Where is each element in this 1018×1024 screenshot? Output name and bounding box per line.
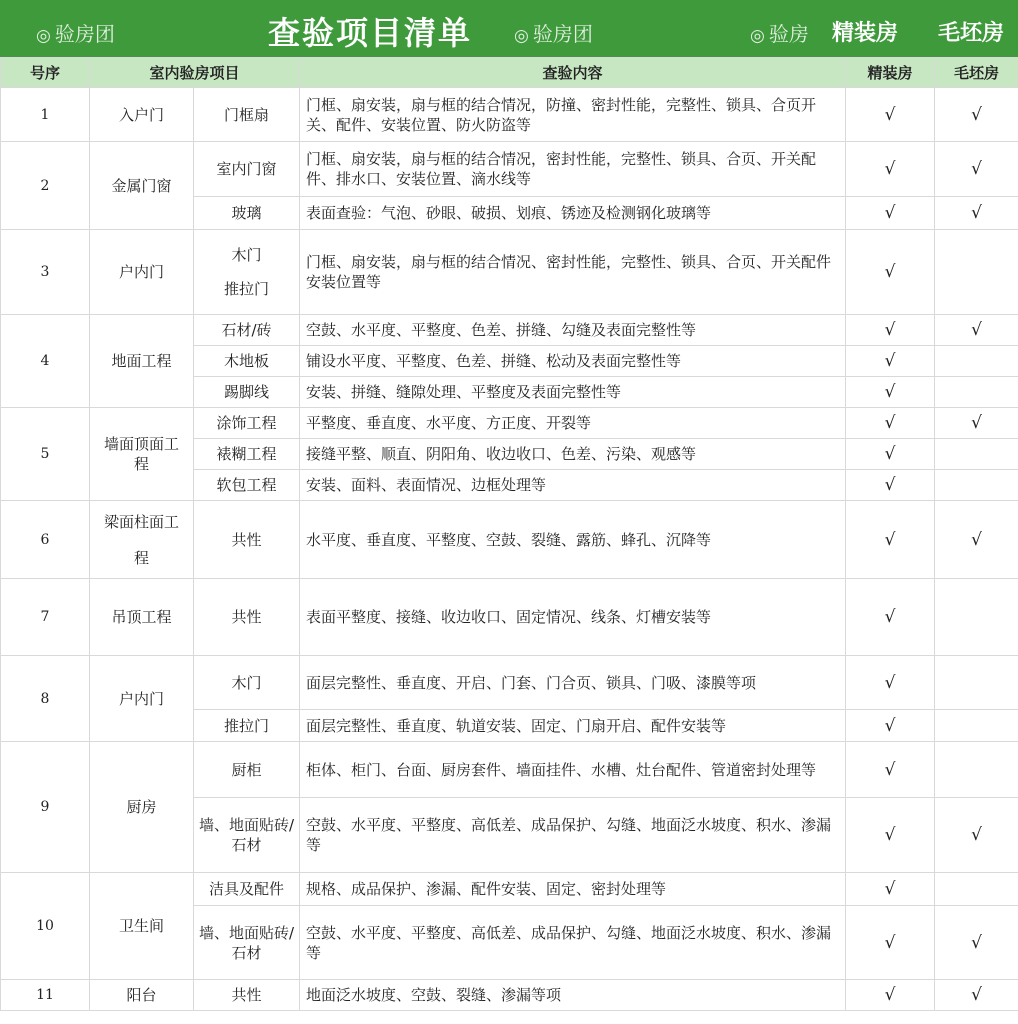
subitem-cell: 共性 [194,579,300,656]
row-number: 1 [1,88,90,142]
row-number: 9 [1,742,90,873]
category-cell: 墙面顶面工程 [90,408,194,501]
check-rough [935,873,1018,906]
check-fine: √ [846,88,935,142]
check-fine: √ [846,315,935,346]
row-number: 8 [1,656,90,742]
subitem-cell [194,230,300,315]
category-cell: 地面工程 [90,315,194,408]
table-row [1,873,1018,906]
row-number: 3 [1,230,90,315]
subitem-cell: 裱糊工程 [194,439,300,470]
page-title: 查验项目清单 [268,14,473,52]
check-rough [935,710,1018,742]
row-number: 10 [1,873,90,980]
category-cell: 阳台 [90,980,194,1011]
check-fine: √ [846,710,935,742]
check-rough [935,346,1018,377]
subitem-cell: 踢脚线 [194,377,300,408]
camera-icon: ◎ [750,26,765,46]
category-cell: 户内门 [90,230,194,315]
subitem-cell: 石材/砖 [194,315,300,346]
content-cell: 铺设水平度、平整度、色差、拼缝、松动及表面完整性等 [300,346,846,377]
content-cell: 门框、扇安装，扇与框的结合情况，密封性能，完整性、锁具、合页、开关配件、排水口、安装位置、滴水线等 [300,142,846,197]
subitem-cell: 厨柜 [194,742,300,798]
subitem-cell: 室内门窗 [194,142,300,197]
camera-icon: ◎ [36,26,51,46]
check-fine: √ [846,470,935,501]
subitem-cell: 木门 [194,656,300,710]
subitem-cell: 墙、地面贴砖/石材 [194,798,300,873]
category-cell: 户内门 [90,656,194,742]
content-cell: 规格、成品保护、渗漏、配件安装、固定、密封处理等 [300,873,846,906]
col-header-content: 查验内容 [300,58,846,88]
check-rough [935,439,1018,470]
table-row [1,142,1018,197]
check-fine: √ [846,142,935,197]
table-row [1,656,1018,710]
check-rough: √ [935,315,1018,346]
watermark-2: ◎ 验房团 [514,22,593,46]
category-cell: 入户门 [90,88,194,142]
check-rough [935,230,1018,315]
check-rough: √ [935,906,1018,980]
check-rough [935,470,1018,501]
subitem-cell: 洁具及配件 [194,873,300,906]
table-row [1,980,1018,1011]
watermark-1: ◎ 验房团 [36,22,115,46]
subitem-cell: 木地板 [194,346,300,377]
content-cell: 门框、扇安装，扇与框的结合情况，防撞、密封性能，完整性、锁具、合页开关、配件、安装位置、防火防盗等 [300,88,846,142]
check-rough: √ [935,501,1018,579]
row-number: 6 [1,501,90,579]
check-rough: √ [935,980,1018,1011]
camera-icon: ◎ [514,26,529,46]
content-cell: 空鼓、水平度、平整度、色差、拼缝、勾缝及表面完整性等 [300,315,846,346]
table-row [1,315,1018,346]
category-cell: 厨房 [90,742,194,873]
title-label-rough: 毛坯房 [938,21,1005,46]
check-fine: √ [846,873,935,906]
row-number: 11 [1,980,90,1011]
check-rough [935,579,1018,656]
category-cell: 卫生间 [90,873,194,980]
content-cell: 柜体、柜门、台面、厨房套件、墙面挂件、水槽、灶台配件、管道密封处理等 [300,742,846,798]
check-fine: √ [846,579,935,656]
inspection-table [0,57,1018,1011]
content-cell: 安装、面料、表面情况、边框处理等 [300,470,846,501]
check-rough: √ [935,88,1018,142]
table-row [1,408,1018,439]
col-header-num: 号序 [1,58,90,88]
check-rough [935,742,1018,798]
check-fine: √ [846,906,935,980]
row-number: 5 [1,408,90,501]
content-cell: 地面泛水坡度、空鼓、裂缝、渗漏等项 [300,980,846,1011]
content-cell: 接缝平整、顺直、阴阳角、收边收口、色差、污染、观感等 [300,439,846,470]
check-fine: √ [846,408,935,439]
table-row [1,579,1018,656]
col-header-rough: 毛坯房 [935,58,1018,88]
check-rough [935,377,1018,408]
table-row [1,88,1018,142]
check-rough: √ [935,798,1018,873]
check-fine: √ [846,439,935,470]
check-rough: √ [935,197,1018,230]
check-fine: √ [846,501,935,579]
watermark-3: ◎ 验房 [750,22,809,46]
col-header-fine: 精装房 [846,58,935,88]
table-row [1,742,1018,798]
subitem-cell: 共性 [194,501,300,579]
category-cell: 吊顶工程 [90,579,194,656]
subitem-cell: 玻璃 [194,197,300,230]
category-cell: 金属门窗 [90,142,194,230]
row-number: 2 [1,142,90,230]
check-fine: √ [846,377,935,408]
title-label-fine: 精装房 [832,21,899,46]
subitem-cell: 软包工程 [194,470,300,501]
check-fine: √ [846,197,935,230]
table-header-row [1,58,1018,88]
content-cell: 平整度、垂直度、水平度、方正度、开裂等 [300,408,846,439]
content-cell: 表面平整度、接缝、收边收口、固定情况、线条、灯槽安装等 [300,579,846,656]
check-fine: √ [846,980,935,1011]
content-cell: 水平度、垂直度、平整度、空鼓、裂缝、露筋、蜂孔、沉降等 [300,501,846,579]
table-row [1,230,1018,315]
category-cell: 梁面柱面工程 [90,501,194,579]
check-rough: √ [935,142,1018,197]
row-number: 4 [1,315,90,408]
check-fine: √ [846,742,935,798]
title-bar [0,0,1018,57]
content-cell: 空鼓、水平度、平整度、高低差、成品保护、勾缝、地面泛水坡度、积水、渗漏等 [300,798,846,873]
check-rough: √ [935,408,1018,439]
row-number: 7 [1,579,90,656]
subitem-cell: 推拉门 [194,710,300,742]
subitem-cell: 涂饰工程 [194,408,300,439]
check-rough [935,656,1018,710]
subitem-sliding-door: 推拉门 [224,280,270,298]
table-row [1,501,1018,579]
content-cell: 面层完整性、垂直度、轨道安装、固定、门扇开启、配件安装等 [300,710,846,742]
col-header-item: 室内验房项目 [90,58,300,88]
subitem-cell: 墙、地面贴砖/石材 [194,906,300,980]
subitem-cell: 门框扇 [194,88,300,142]
content-cell: 面层完整性、垂直度、开启、门套、门合页、锁具、门吸、漆膜等项 [300,656,846,710]
content-cell: 表面查验：气泡、砂眼、破损、划痕、锈迹及检测钢化玻璃等 [300,197,846,230]
check-fine: √ [846,230,935,315]
content-cell: 安装、拼缝、缝隙处理、平整度及表面完整性等 [300,377,846,408]
subitem-cell: 共性 [194,980,300,1011]
check-fine: √ [846,798,935,873]
check-fine: √ [846,656,935,710]
content-cell: 门框、扇安装，扇与框的结合情况、密封性能，完整性、锁具、合页、开关配件安装位置等 [300,230,846,315]
subitem-wood-door: 木门 [231,246,262,264]
content-cell: 空鼓、水平度、平整度、高低差、成品保护、勾缝、地面泛水坡度、积水、渗漏等 [300,906,846,980]
check-fine: √ [846,346,935,377]
